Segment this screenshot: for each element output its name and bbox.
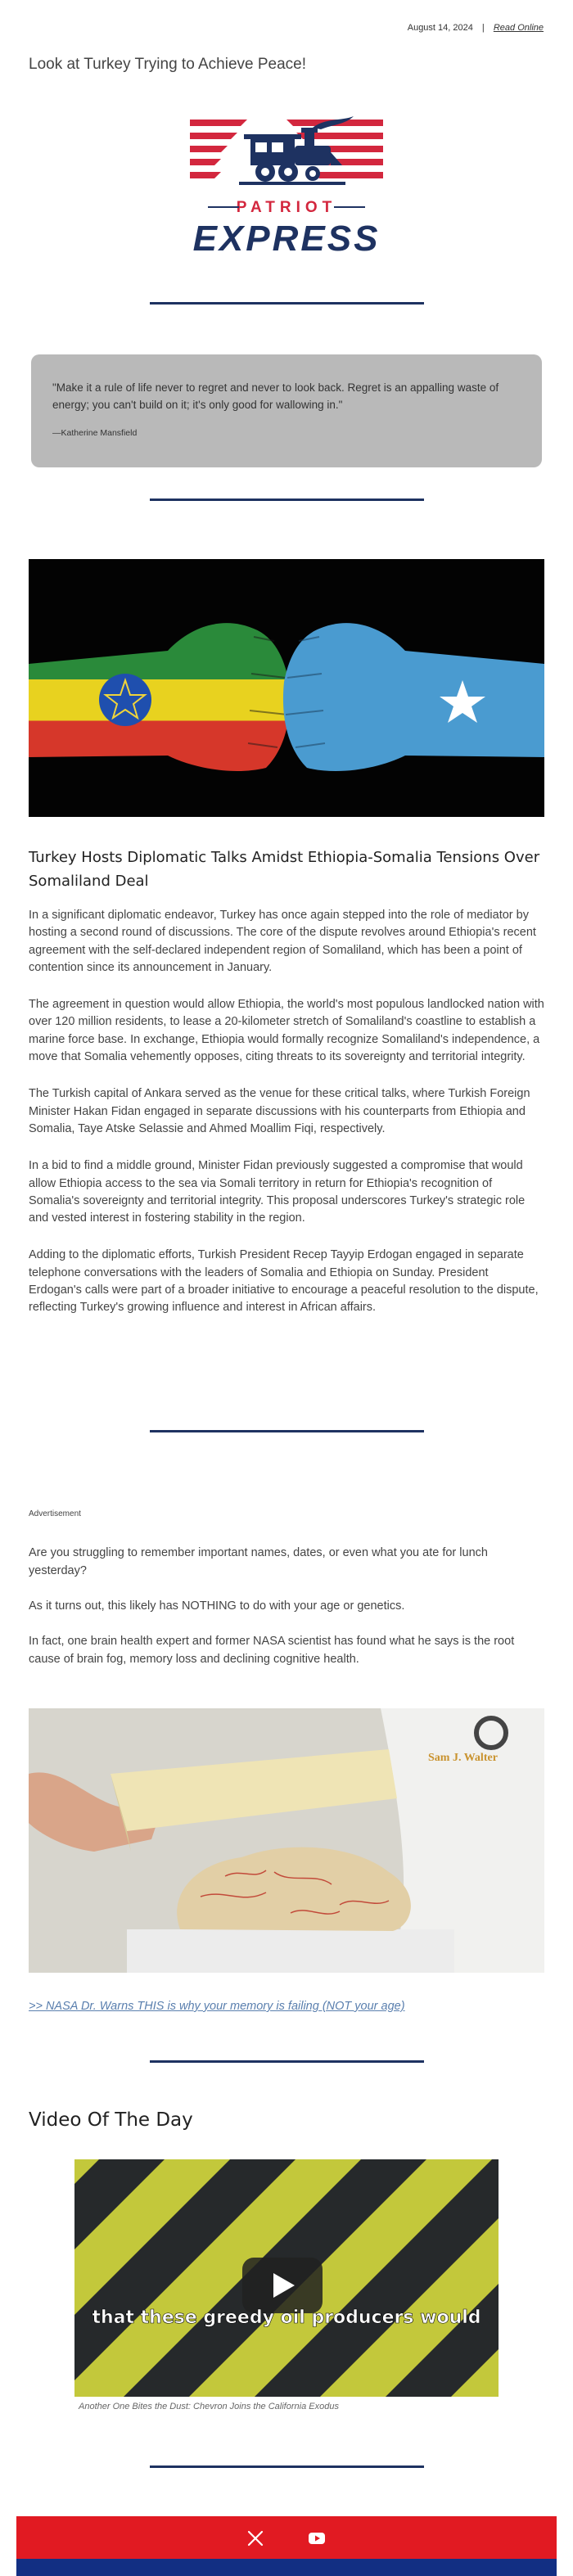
ad-paragraph: In fact, one brain health expert and former NASA scientist has found what he says is the root cause of brain fog, memory loss and declining cognitive health. bbox=[29, 1635, 515, 1666]
quote-author: —Katherine Mansfield bbox=[52, 428, 138, 438]
ad-paragraph: As it turns out, this likely has NOTHING to do with your age or genetics. bbox=[29, 1599, 405, 1613]
patriot-express-logo bbox=[190, 113, 383, 260]
article-title: Turkey Hosts Diplomatic Talks Amidst Ethiopia-Somalia Tensions Over Somaliland Deal bbox=[29, 849, 540, 890]
article-paragraph: Adding to the diplomatic efforts, Turkish President Recep Tayyip Erdogan engaged in separate telephone conversations with the leaders of Somalia and Ethiopia on Sunday. President Erdogan's calls were part of a broader initiative to encourage a peaceful resolution to the dispute, reflecting Turkey's growing influence and interest in African affairs. bbox=[29, 1248, 539, 1315]
quote-text: "Make it a rule of life never to regret and never to look back. Regret is an appalling waste of energy; you can't build on it; it's only good for wallowing in." bbox=[52, 381, 499, 411]
coat-name: Sam J. Walter bbox=[428, 1752, 498, 1764]
footer-social-bar bbox=[16, 2516, 557, 2559]
topbar bbox=[408, 23, 544, 33]
video-caption: Another One Bites the Dust: Chevron Joins the California Exodus bbox=[79, 2402, 339, 2411]
ad-link[interactable]: >> NASA Dr. Warns THIS is why your memory is failing (NOT your age) bbox=[29, 2000, 405, 2013]
logo-top-word: PATRIOT bbox=[236, 199, 337, 216]
topbar-separator: | bbox=[481, 23, 485, 33]
article-hero-image bbox=[29, 559, 544, 817]
video-thumbnail[interactable] bbox=[74, 2159, 499, 2397]
article-body bbox=[29, 907, 544, 1337]
video-section-title: Video Of The Day bbox=[29, 2109, 193, 2131]
article-paragraph: The Turkish capital of Ankara served as the venue for these critical talks, where Turkish Foreign Minister Hakan Fidan engaged in separate discussions with his counterparts from Ethiopia and Somalia, Taye Atske Selassie and Ahmed Moallim Fiqi, respectively. bbox=[29, 1087, 530, 1135]
x-icon[interactable] bbox=[246, 2529, 264, 2547]
advertisement-body bbox=[29, 1544, 544, 1685]
read-online-link[interactable]: Read Online bbox=[493, 23, 544, 33]
advertisement-label: Advertisement bbox=[29, 1509, 81, 1518]
logo-bottom-word: EXPRESS bbox=[192, 219, 381, 259]
footer-bar bbox=[16, 2559, 557, 2576]
ad-paragraph: Are you struggling to remember important names, dates, or even what you ate for lunch yesterday? bbox=[29, 1546, 488, 1577]
article-paragraph: In a significant diplomatic endeavor, Turkey has once again stepped into the role of mediator by hosting a second round of discussions. The core of the dispute revolves around Ethiopia's recent agreement with the self-declared independent region of Somaliland, which has been a point of contention since its announcement in January. bbox=[29, 909, 536, 974]
quote-box bbox=[31, 354, 542, 467]
issue-date: August 14, 2024 bbox=[407, 23, 473, 33]
ad-brain-image[interactable] bbox=[29, 1708, 544, 1973]
section-divider bbox=[150, 302, 424, 305]
section-divider bbox=[150, 2465, 424, 2468]
article-paragraph: In a bid to find a middle ground, Minister Fidan previously suggested a compromise that would allow Ethiopia access to the sea via Somali territory in return for Ethiopia's recognition of Somalia's sovereignty and territorial integrity. This proposal underscores Turkey's strategic role and vested interest in fostering stability in the region. bbox=[29, 1159, 526, 1225]
section-divider bbox=[150, 2060, 424, 2063]
article-paragraph: The agreement in question would allow Ethiopia, the world's most populous landlocked nation with over 120 million residents, to lease a 20-kilometer stretch of Somaliland's coastline to establish a marine force base. In exchange, Ethiopia would formally recognize Somaliland's independence, a move that Somalia vehemently opposes, citing threats to its sovereignty and territorial integrity. bbox=[29, 998, 544, 1064]
section-divider bbox=[150, 1430, 424, 1432]
email-headline: Look at Turkey Trying to Achieve Peace! bbox=[29, 56, 307, 73]
youtube-icon[interactable] bbox=[308, 2529, 326, 2547]
video-subtitle: that these greedy oil producers would bbox=[92, 2308, 481, 2328]
section-divider bbox=[150, 499, 424, 501]
